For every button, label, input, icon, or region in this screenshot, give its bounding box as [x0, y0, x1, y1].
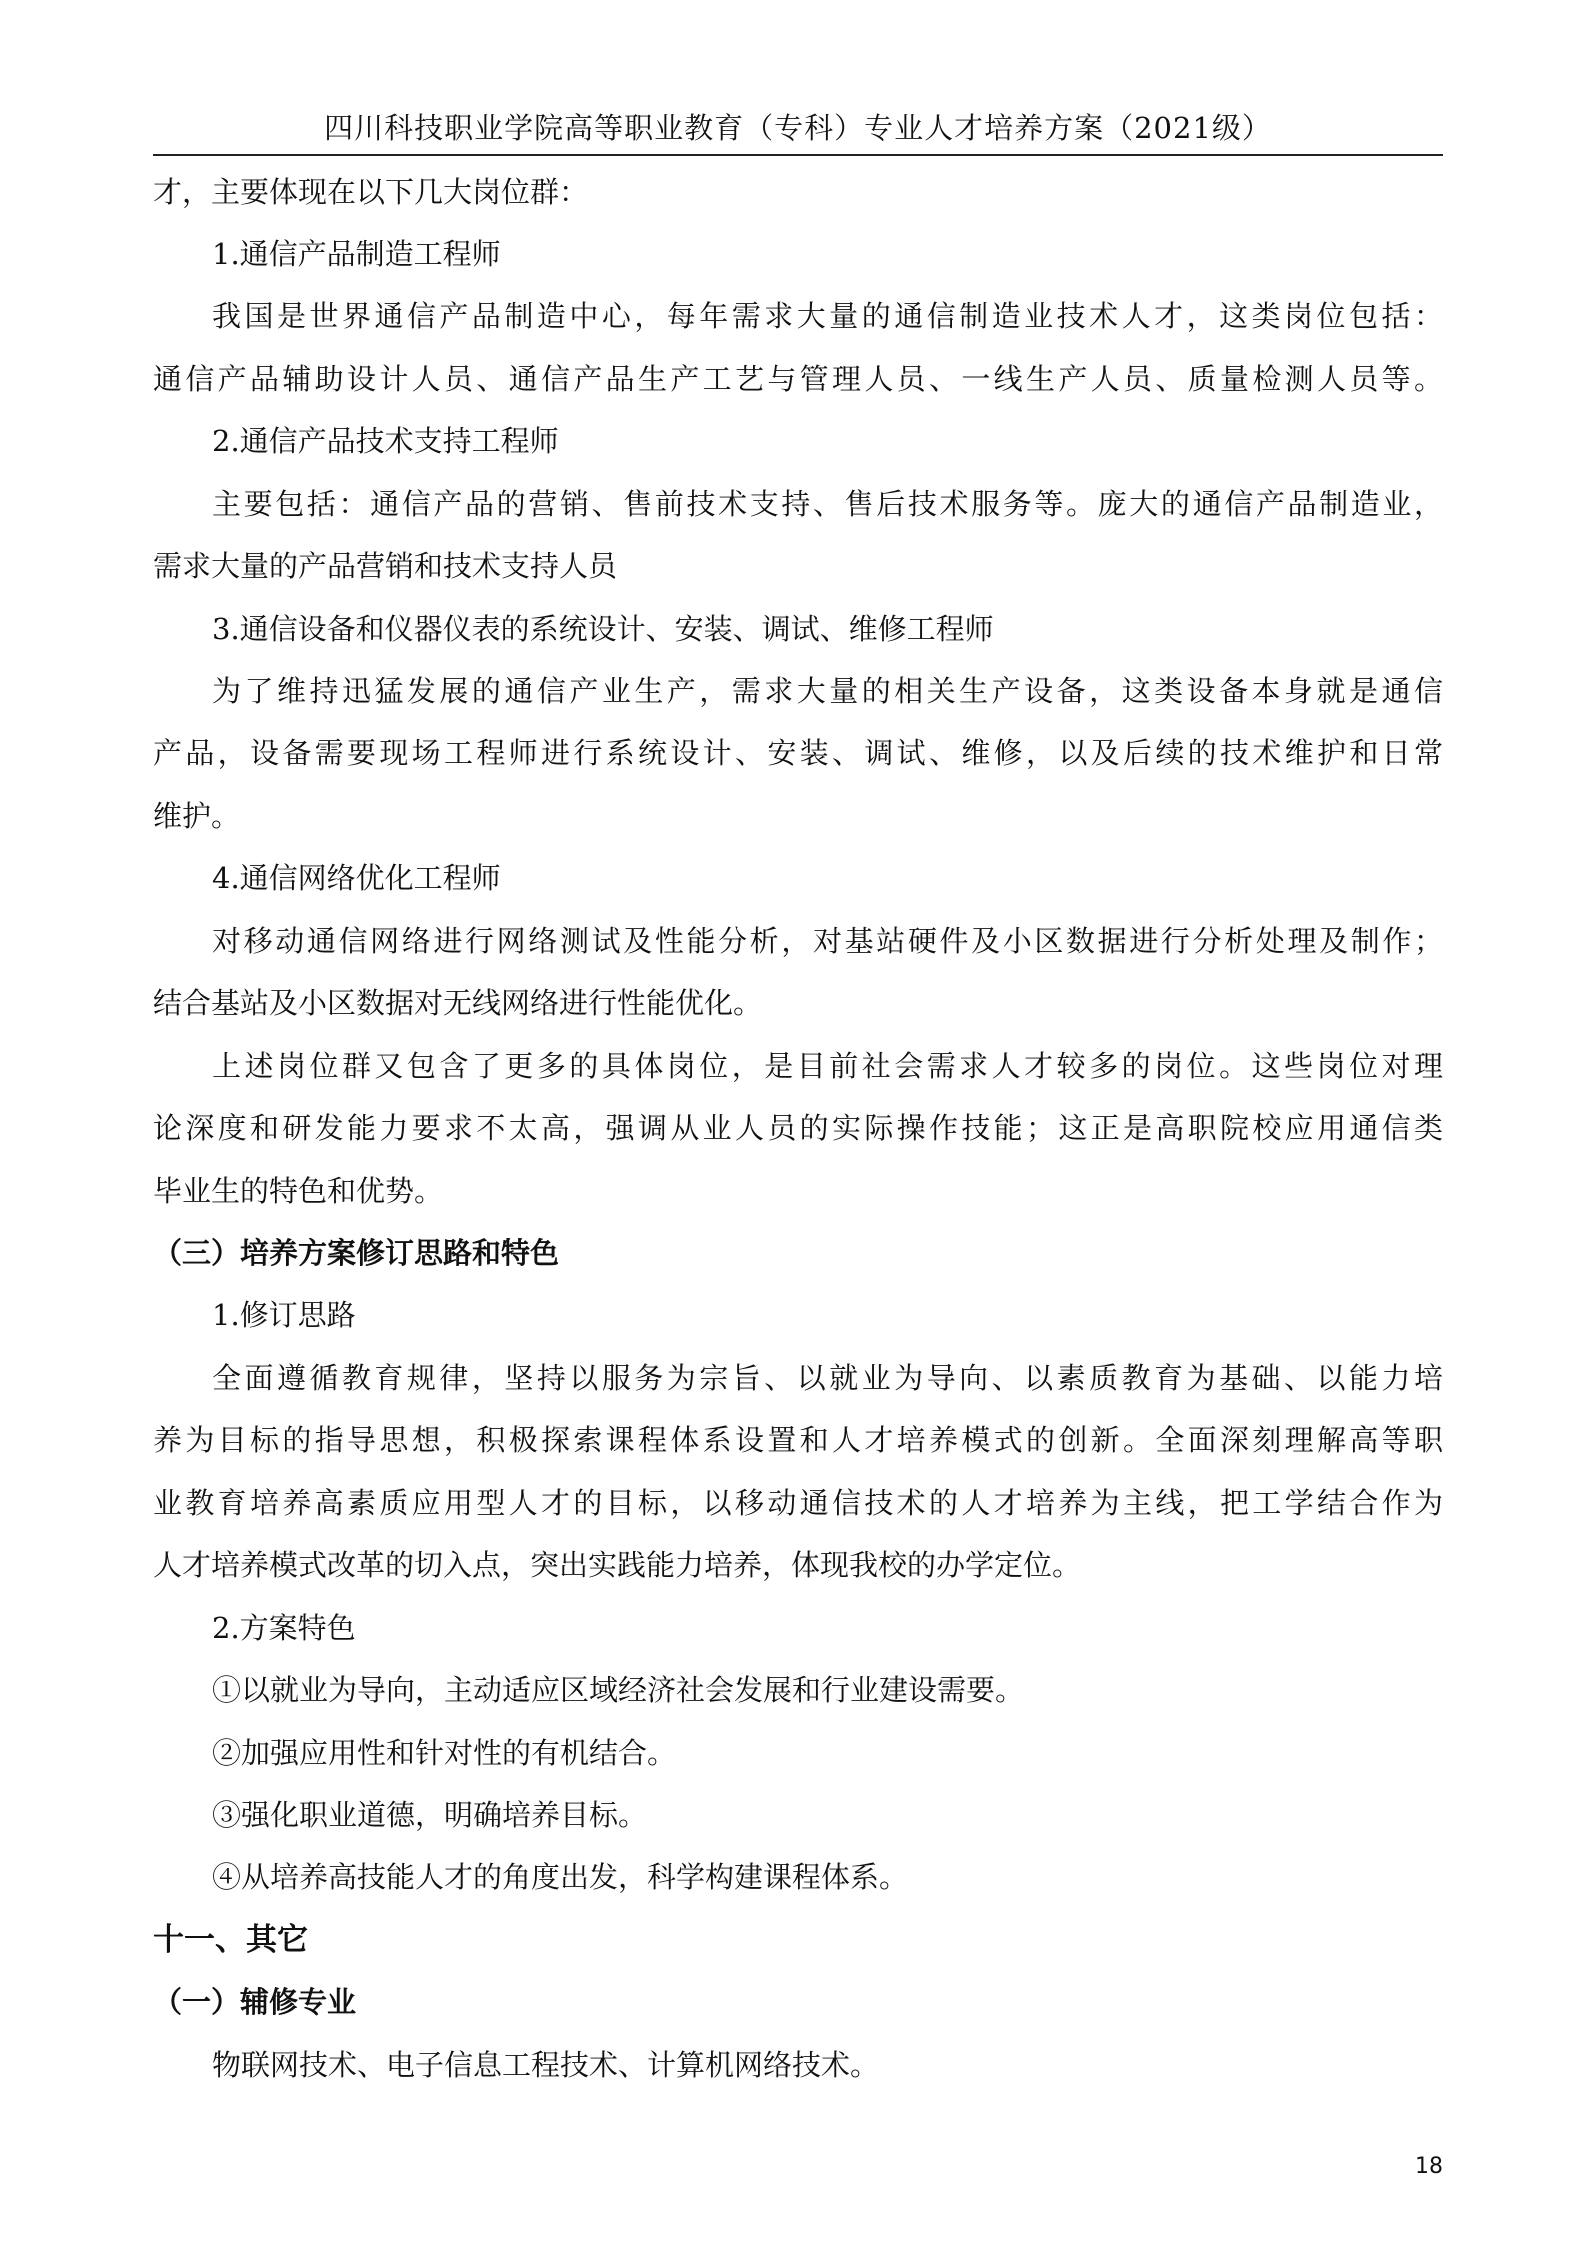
- paragraph-line: 结合基站及小区数据对无线网络进行性能优化。: [153, 986, 763, 1020]
- paragraph-line: 毕业生的特色和优势。: [153, 1174, 444, 1208]
- paragraph-line: 对移动通信网络进行网络测试及性能分析，对基站硬件及小区数据进行分析处理及制作；: [212, 924, 1443, 958]
- section-heading-minor: （一）辅修专业: [153, 1985, 357, 2019]
- list-heading-1: 1.通信产品制造工程师: [212, 237, 501, 271]
- header-divider: [153, 154, 1443, 156]
- paragraph-line: 通信产品辅助设计人员、通信产品生产工艺与管理人员、一线生产人员、质量检测人员等。: [153, 362, 1443, 396]
- paragraph-line: 维护。: [153, 799, 241, 833]
- paragraph-line: 主要包括：通信产品的营销、售前技术支持、售后技术服务等。庞大的通信产品制造业，: [212, 487, 1443, 521]
- feature-item: ④从培养高技能人才的角度出发，科学构建课程体系。: [212, 1860, 909, 1894]
- list-heading-2: 2.通信产品技术支持工程师: [212, 424, 559, 458]
- paragraph-line: 产品，设备需要现场工程师进行系统设计、安装、调试、维修，以及后续的技术维护和日常: [153, 736, 1443, 770]
- feature-item: ①以就业为导向，主动适应区域经济社会发展和行业建设需要。: [212, 1673, 1025, 1707]
- list-heading-3: 3.通信设备和仪器仪表的系统设计、安装、调试、维修工程师: [212, 612, 994, 646]
- feature-item: ②加强应用性和针对性的有机结合。: [212, 1736, 677, 1770]
- chapter-heading-other: 十一、其它: [153, 1922, 308, 1958]
- paragraph-line: 论深度和研发能力要求不太高，强调从业人员的实际操作技能；这正是高职院校应用通信类: [153, 1111, 1443, 1145]
- paragraph-line: 人才培养模式改革的切入点，突出实践能力培养，体现我校的办学定位。: [153, 1548, 1082, 1582]
- paragraph-line: 我国是世界通信产品制造中心，每年需求大量的通信制造业技术人才，这类岗位包括：: [212, 299, 1443, 333]
- subheading-program-features: 2.方案特色: [212, 1611, 356, 1645]
- paragraph-line: 全面遵循教育规律，坚持以服务为宗旨、以就业为导向、以素质教育为基础、以能力培: [212, 1361, 1443, 1395]
- paragraph-line: 业教育培养高素质应用型人才的目标，以移动通信技术的人才培养为主线，把工学结合作为: [153, 1486, 1443, 1520]
- paragraph-line: 物联网技术、电子信息工程技术、计算机网络技术。: [212, 2048, 880, 2082]
- subheading-revision-ideas: 1.修订思路: [212, 1298, 356, 1332]
- paragraph-line: 需求大量的产品营销和技术支持人员: [153, 549, 618, 583]
- feature-item: ③强化职业道德，明确培养目标。: [212, 1798, 648, 1832]
- page-header-title: 四川科技职业学院高等职业教育（专科）专业人才培养方案（2021级）: [324, 111, 1272, 145]
- paragraph-line: 上述岗位群又包含了更多的具体岗位，是目前社会需求人才较多的岗位。这些岗位对理: [212, 1049, 1443, 1083]
- section-heading-revision: （三）培养方案修订思路和特色: [153, 1236, 560, 1270]
- list-heading-4: 4.通信网络优化工程师: [212, 861, 501, 895]
- body-text-line: 才，主要体现在以下几大岗位群：: [153, 175, 589, 209]
- paragraph-line: 养为目标的指导思想，积极探索课程体系设置和人才培养模式的创新。全面深刻理解高等职: [153, 1423, 1443, 1457]
- paragraph-line: 为了维持迅猛发展的通信产业生产，需求大量的相关生产设备，这类设备本身就是通信: [212, 674, 1443, 708]
- page-number: 18: [1415, 2154, 1443, 2179]
